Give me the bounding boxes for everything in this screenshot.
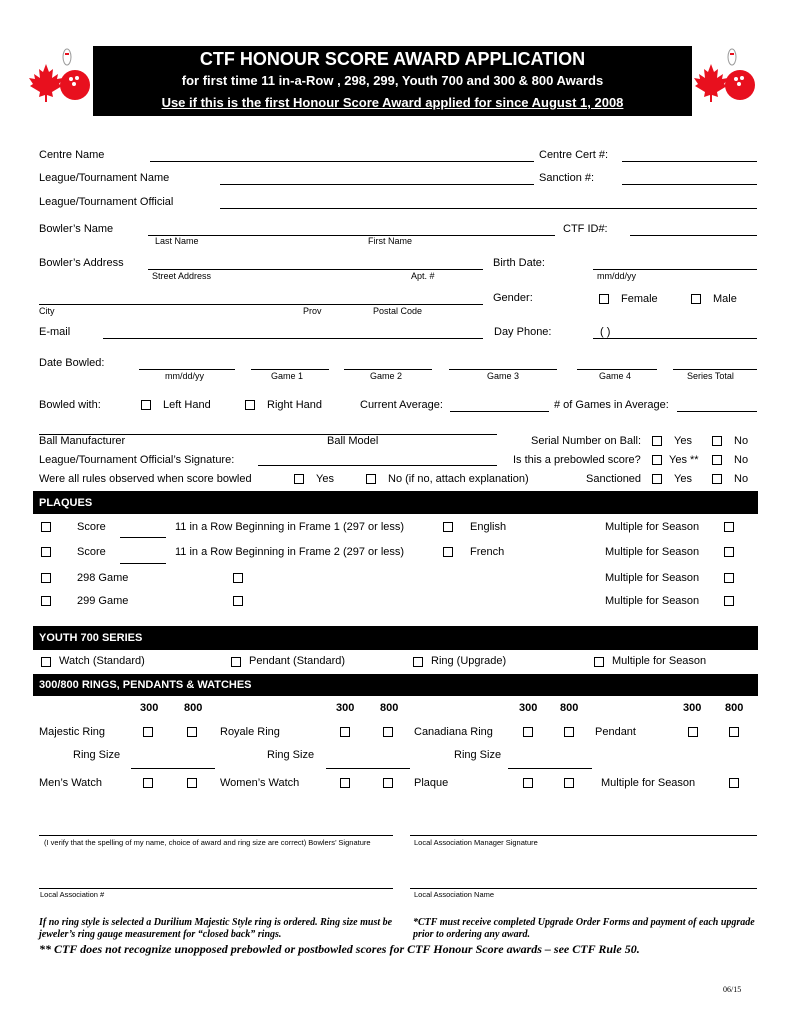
birth-date-field[interactable] (593, 269, 757, 270)
plaque-multiple-label-4: Multiple for Season (605, 595, 700, 607)
rules-yes-label: Yes (316, 473, 334, 485)
league-name-label: League/Tournament Name (39, 172, 170, 184)
game-3-caption: Game 3 (487, 371, 520, 381)
serial-yes-checkbox[interactable] (652, 436, 662, 446)
majestic-ring-size-field[interactable] (131, 768, 215, 769)
plaque-multiple-label-2: Multiple for Season (605, 546, 700, 558)
male-label: Male (713, 293, 737, 305)
rules-observed-label: Were all rules observed when score bowled (39, 473, 252, 485)
col-800-a: 800 (184, 702, 203, 714)
first-name-caption: First Name (368, 236, 413, 246)
date-bowled-format: mm/dd/yy (165, 371, 205, 381)
gender-label: Gender: (493, 292, 533, 304)
league-official-label: League/Tournament Official (39, 196, 174, 208)
plaque-multiple-checkbox-4[interactable] (724, 596, 734, 606)
official-signature-field[interactable] (258, 465, 497, 466)
royale-ring-size-label: Ring Size (267, 749, 315, 761)
youth-pendant-checkbox[interactable] (231, 657, 241, 667)
league-official-field[interactable] (220, 208, 757, 209)
rings-multiple-checkbox[interactable] (729, 778, 739, 788)
mens-watch-300-checkbox[interactable] (143, 778, 153, 788)
female-label: Female (621, 293, 658, 305)
manager-signature-field[interactable] (410, 835, 757, 836)
centre-cert-label: Centre Cert #: (539, 149, 609, 161)
left-hand-checkbox[interactable] (141, 400, 151, 410)
sanctioned-label: Sanctioned (586, 473, 642, 485)
prebowled-yes-checkbox[interactable] (652, 455, 662, 465)
plaque-300-checkbox[interactable] (523, 778, 533, 788)
game-2-field[interactable] (344, 369, 432, 370)
mens-watch-label: Men’s Watch (39, 777, 102, 789)
sanctioned-no-label: No (734, 473, 749, 485)
game-299-option-checkbox[interactable] (233, 596, 243, 606)
canadiana-300-checkbox[interactable] (523, 727, 533, 737)
assoc-name-field[interactable] (410, 888, 757, 889)
postal-code-caption: Postal Code (373, 306, 423, 316)
french-checkbox[interactable] (443, 547, 453, 557)
canadiana-800-checkbox[interactable] (564, 727, 574, 737)
city-prov-postal-field[interactable] (39, 304, 483, 305)
royale-300-checkbox[interactable] (340, 727, 350, 737)
pendant-800-checkbox[interactable] (729, 727, 739, 737)
plaque-multiple-label-3: Multiple for Season (605, 572, 700, 584)
bowler-name-label: Bowler’s Name (39, 223, 114, 235)
sanctioned-no-checkbox[interactable] (712, 474, 722, 484)
serial-number-label: Serial Number on Ball: (531, 435, 642, 447)
sanction-label: Sanction #: (539, 172, 595, 184)
col-800-c: 800 (560, 702, 579, 714)
score-frame2-field[interactable] (120, 563, 166, 564)
youth-pendant-label: Pendant (Standard) (249, 655, 346, 667)
ctf-id-field[interactable] (630, 235, 757, 236)
sanctioned-yes-checkbox[interactable] (652, 474, 662, 484)
majestic-ring-label: Majestic Ring (39, 726, 106, 738)
male-checkbox[interactable] (691, 294, 701, 304)
game-2-caption: Game 2 (370, 371, 403, 381)
right-hand-checkbox[interactable] (245, 400, 255, 410)
prebowled-no-checkbox[interactable] (712, 455, 722, 465)
youth-ring-checkbox[interactable] (413, 657, 423, 667)
youth-multiple-checkbox[interactable] (594, 657, 604, 667)
score-frame2-label: Score (77, 546, 106, 558)
birth-date-label: Birth Date: (493, 257, 545, 269)
rules-no-label: No (if no, attach explanation) (388, 473, 529, 485)
series-total-caption: Series Total (687, 371, 734, 381)
womens-watch-300-checkbox[interactable] (340, 778, 350, 788)
prebowled-yes-label: Yes ** (669, 454, 699, 466)
canadiana-ring-size-field[interactable] (508, 768, 592, 769)
prebowled-label: Is this a prebowled score? (513, 454, 641, 466)
league-name-field[interactable] (220, 184, 534, 185)
plaque-multiple-checkbox-3[interactable] (724, 573, 734, 583)
bowler-address-label: Bowler’s Address (39, 257, 124, 269)
game-298-option-checkbox[interactable] (233, 573, 243, 583)
games-in-average-label: # of Games in Average: (554, 399, 669, 411)
female-checkbox[interactable] (599, 294, 609, 304)
game-299-checkbox[interactable] (41, 596, 51, 606)
youth-header (33, 626, 758, 650)
score-frame1-checkbox[interactable] (41, 522, 51, 532)
plaques-heading: PLAQUES (39, 496, 93, 509)
col-300-a: 300 (140, 702, 159, 714)
rings-multiple-label: Multiple for Season (601, 777, 696, 789)
current-average-label: Current Average: (360, 399, 443, 411)
email-label: E-mail (39, 326, 71, 338)
series-total-field[interactable] (673, 369, 757, 370)
maple-leaf-bowling-logo-right (693, 46, 759, 104)
majestic-300-checkbox[interactable] (143, 727, 153, 737)
score-frame1-field[interactable] (120, 537, 166, 538)
left-hand-label: Left Hand (163, 399, 211, 411)
majestic-ring-size-label: Ring Size (73, 749, 121, 761)
title-banner (93, 46, 692, 116)
page-notice: Use if this is the first Honour Score Award applied for since August 1, 2008 (161, 95, 624, 110)
womens-watch-800-checkbox[interactable] (383, 778, 393, 788)
street-address-field[interactable] (148, 269, 483, 270)
serial-yes-label: Yes (674, 435, 692, 447)
phone-area-code: ( ) (600, 326, 611, 338)
page-subtitle: for first time 11 in-a-Row , 298, 299, Youth 700 and 300 & 800 Awards (181, 73, 604, 88)
assoc-number-field[interactable] (39, 888, 393, 889)
col-800-d: 800 (725, 702, 744, 714)
bowler-name-field[interactable] (148, 235, 555, 236)
royale-800-checkbox[interactable] (383, 727, 393, 737)
email-field[interactable] (103, 338, 483, 339)
right-hand-label: Right Hand (267, 399, 323, 411)
prebowled-no-label: No (734, 454, 749, 466)
game-4-caption: Game 4 (599, 371, 632, 381)
upgrade-note: *CTF must receive completed Upgrade Order Forms and payment of each upgrade prior to ordering any award. (413, 917, 755, 940)
row-frame1-label: 11 in a Row Beginning in Frame 1 (297 or less) (175, 521, 405, 533)
royale-ring-label: Royale Ring (220, 726, 280, 738)
sanctioned-yes-label: Yes (674, 473, 692, 485)
ctf-id-label: CTF ID#: (563, 223, 608, 235)
current-average-field[interactable] (450, 411, 549, 412)
game-1-caption: Game 1 (271, 371, 304, 381)
centre-cert-field[interactable] (622, 161, 757, 162)
youth-heading: YOUTH 700 SERIES (39, 632, 143, 644)
birth-date-format: mm/dd/yy (597, 271, 637, 281)
sanction-field[interactable] (622, 184, 757, 185)
prebowled-note: ** CTF does not recognize unopposed prebowled or postbowled scores for CTF Honour Score awards – see CTF Rule 50. (39, 942, 640, 956)
plaque-multiple-checkbox-1[interactable] (724, 522, 734, 532)
centre-name-field[interactable] (150, 161, 534, 162)
plaque-800-checkbox[interactable] (564, 778, 574, 788)
date-bowled-label: Date Bowled: (39, 357, 105, 369)
pendant-300-checkbox[interactable] (688, 727, 698, 737)
game-3-field[interactable] (449, 369, 557, 370)
pendant-label: Pendant (595, 726, 636, 738)
youth-ring-label: Ring (Upgrade) (431, 655, 507, 667)
english-label: English (470, 521, 507, 533)
apt-caption: Apt. # (411, 271, 435, 281)
maple-leaf-bowling-logo-left (28, 46, 94, 104)
youth-watch-label: Watch (Standard) (59, 655, 145, 667)
game-299-label: 299 Game (77, 595, 129, 607)
ball-manufacturer-label: Ball Manufacturer (39, 435, 126, 447)
row-frame2-label: 11 in a Row Beginning in Frame 2 (297 or less) (175, 546, 405, 558)
last-name-caption: Last Name (155, 236, 199, 246)
canadiana-ring-label: Canadiana Ring (414, 726, 493, 738)
day-phone-label: Day Phone: (494, 326, 552, 338)
manager-signature-caption: Local Association Manager Signature (414, 838, 538, 847)
game-1-field[interactable] (251, 369, 329, 370)
street-address-caption: Street Address (152, 271, 212, 281)
assoc-number-caption: Local Association # (40, 890, 105, 899)
date-bowled-field[interactable] (139, 369, 235, 370)
royale-ring-size-field[interactable] (326, 768, 410, 769)
games-in-average-field[interactable] (677, 411, 757, 412)
womens-watch-label: Women’s Watch (220, 777, 300, 789)
bowler-signature-caption: (I verify that the spelling of my name, choice of award and ring size are correct) Bowlers’ Signature (44, 838, 371, 847)
serial-no-label: No (734, 435, 749, 447)
official-signature-label: League/Tournament Official’s Signature: (39, 454, 235, 466)
game-298-checkbox[interactable] (41, 573, 51, 583)
english-checkbox[interactable] (443, 522, 453, 532)
bowler-signature-field[interactable] (39, 835, 393, 836)
game-4-field[interactable] (577, 369, 657, 370)
rings-heading: 300/800 RINGS, PENDANTS & WATCHES (39, 679, 252, 691)
bowled-with-label: Bowled with: (39, 399, 101, 411)
plaque-label: Plaque (414, 777, 449, 789)
form-version: 06/15 (723, 985, 742, 994)
city-caption: City (39, 306, 55, 316)
rules-no-checkbox[interactable] (366, 474, 376, 484)
page-title: CTF HONOUR SCORE AWARD APPLICATION (199, 49, 586, 69)
centre-name-label: Centre Name (39, 149, 105, 161)
plaques-header (33, 491, 758, 514)
ring-style-note: If no ring style is selected a Durilium Majestic Style ring is ordered. Ring size must be jeweler’s ring gauge measurement for “closed back” rings. (39, 917, 393, 940)
col-300-b: 300 (336, 702, 355, 714)
col-300-c: 300 (519, 702, 538, 714)
game-298-label: 298 Game (77, 572, 129, 584)
score-frame2-checkbox[interactable] (41, 547, 51, 557)
plaque-multiple-checkbox-2[interactable] (724, 547, 734, 557)
day-phone-field[interactable] (593, 338, 757, 339)
youth-watch-checkbox[interactable] (41, 657, 51, 667)
prov-caption: Prov (303, 306, 322, 316)
canadiana-ring-size-label: Ring Size (454, 749, 502, 761)
youth-multiple-label: Multiple for Season (612, 655, 707, 667)
rules-yes-checkbox[interactable] (294, 474, 304, 484)
french-label: French (470, 546, 505, 558)
col-300-d: 300 (683, 702, 702, 714)
rings-header (33, 674, 758, 696)
score-frame1-label: Score (77, 521, 106, 533)
col-800-b: 800 (380, 702, 399, 714)
ball-model-label: Ball Model (327, 435, 379, 447)
mens-watch-800-checkbox[interactable] (187, 778, 197, 788)
majestic-800-checkbox[interactable] (187, 727, 197, 737)
assoc-name-caption: Local Association Name (414, 890, 495, 899)
plaque-multiple-label-1: Multiple for Season (605, 521, 700, 533)
serial-no-checkbox[interactable] (712, 436, 722, 446)
